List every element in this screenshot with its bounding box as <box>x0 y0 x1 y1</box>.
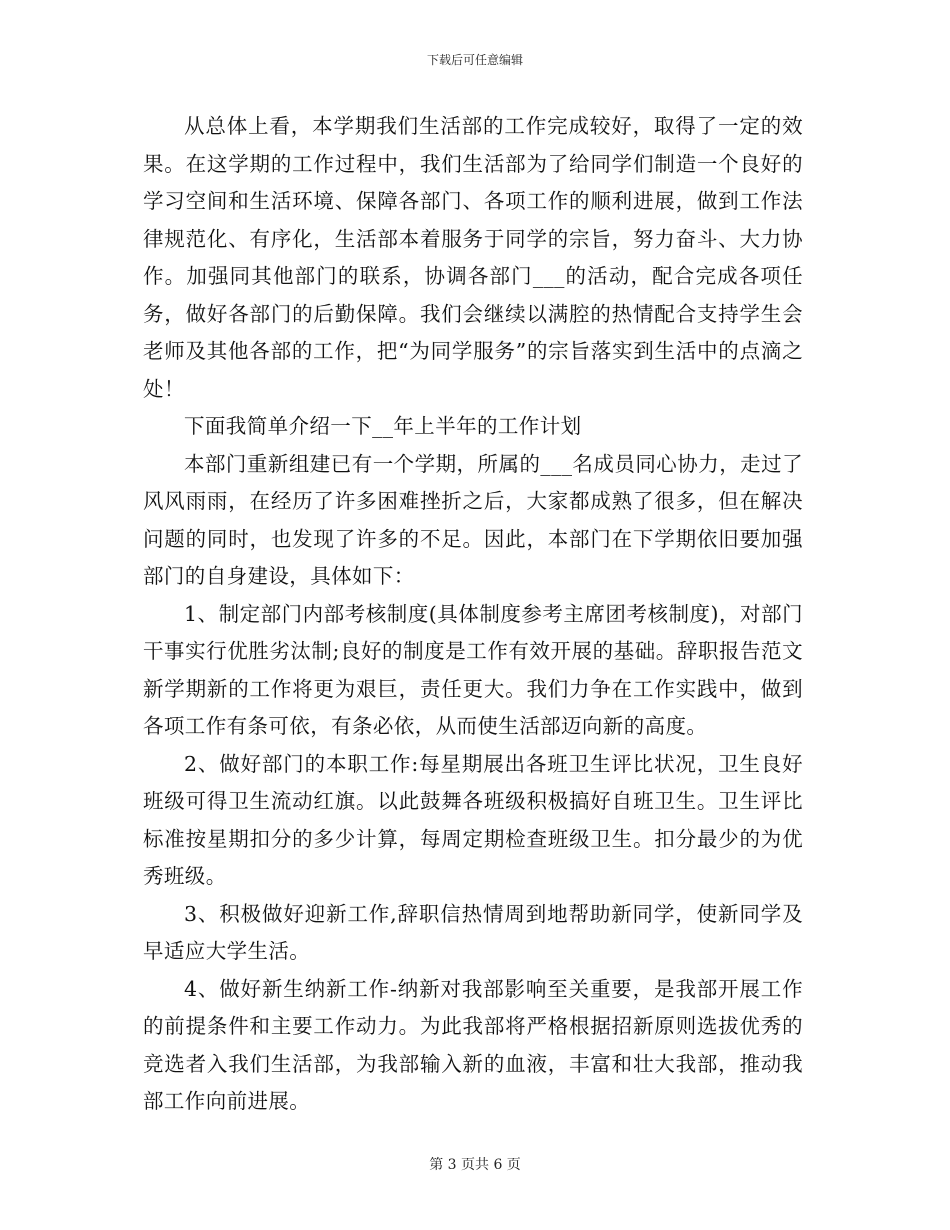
page-header: 下载后可任意编辑 <box>426 53 523 67</box>
paragraph-item-2: 2、做好部门的本职工作:每星期展出各班卫生评比状况，卫生良好班级可得卫生流动红旗。以此鼓舞各班级积极搞好自班卫生。卫生评比标准按星期扣分的多少计算，每周定期检查班级卫生。扣分最少的为优秀班级。 <box>143 751 803 888</box>
paragraph-item-3: 3、积极做好迎新工作,辞职信热情周到地帮助新同学，使新同学及早适应大学生活。 <box>143 901 803 963</box>
page-number: 第 3 页共 6 页 <box>429 1157 521 1173</box>
paragraph-item-1: 1、制定部门内部考核制度(具体制度参考主席团考核制度)，对部门干事实行优胜劣汰制;良好的制度是工作有效开展的基础。辞职报告范文新学期新的工作将更为艰巨，责任更大。我们力争在工作实践中，做到各项工作有条可依，有条必依，从而使生活部迈向新的高度。 <box>143 601 803 738</box>
paragraph-summary: 从总体上看，本学期我们生活部的工作完成较好，取得了一定的效果。在这学期的工作过程中，我们生活部为了给同学们制造一个良好的学习空间和生活环境、保障各部门、各项工作的顺利进展，做到工作法律规范化、有序化，生活部本着服务于同学的宗旨，努力奋斗、大力协作。加强同其他部门的联系，协调各部门___的活动，配合完成各项任务，做好各部门的后勤保障。我们会继续以满腔的热情配合支持学生会老师及其他各部的工作，把“为同学服务”的宗旨落实到生活中的点滴之处！ <box>143 114 803 401</box>
paragraph-plan-intro: 下面我简单介绍一下__年上半年的工作计划 <box>184 414 582 438</box>
paragraph-department: 本部门重新组建已有一个学期，所属的___名成员同心协力，走过了风风雨雨，在经历了许多困难挫折之后，大家都成熟了很多，但在解决问题的同时，也发现了许多的不足。因此，本部门在下学期依旧要加强部门的自身建设，具体如下： <box>143 451 803 588</box>
paragraph-item-4: 4、做好新生纳新工作-纳新对我部影响至关重要，是我部开展工作的前提条件和主要工作动力。为此我部将严格根据招新原则选拔优秀的竞选者入我们生活部，为我部输入新的血液，丰富和壮大我部，推动我部工作向前进展。 <box>143 976 803 1113</box>
document-body <box>143 108 803 1121</box>
